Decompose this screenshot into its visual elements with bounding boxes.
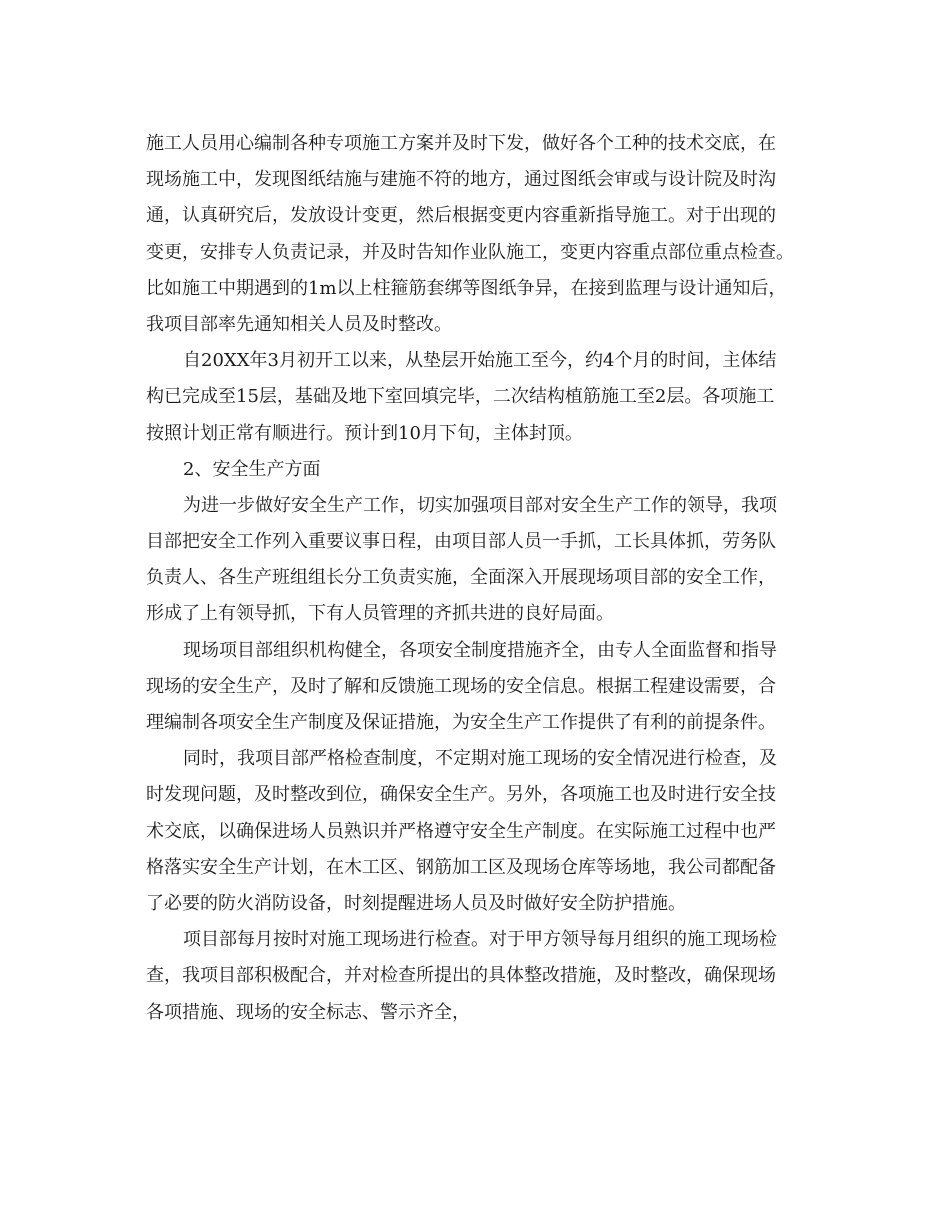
text-line: 我项目部率先通知相关人员及时整改。 [146, 313, 452, 335]
text-line: 变更，安排专人负责记录，并及时告知作业队施工，变更内容重点部位重点检查。 [146, 241, 794, 263]
paragraph [146, 922, 811, 1031]
text-line: 了必要的防火消防设备，时刻提醒进场人员及时做好安全防护措施。 [146, 892, 686, 914]
text-line: 查，我项目部积极配合，并对检查所提出的具体整改措施，及时整改，确保现场 [146, 965, 776, 987]
text-line: 2、安全生产方面 [183, 458, 321, 480]
text-line: 施工人员用心编制各种专项施工方案并及时下发，做好各个工种的技术交底，在 [146, 133, 776, 154]
paragraph [146, 343, 811, 452]
text-line: 按照计划正常有顺进行。预计到10月下旬，主体封顶。 [146, 422, 583, 444]
text-line: 项目部每月按时对施工现场进行检查。对于甲方领导每月组织的施工现场检 [183, 929, 777, 951]
text-line: 同时，我项目部严格检查制度，不定期对施工现场的安全情况进行检查，及 [183, 748, 777, 770]
text-line: 时发现问题，及时整改到位，确保安全生产。另外，各项施工也及时进行安全技 [146, 784, 776, 806]
paragraph [146, 488, 811, 633]
text-line: 目部把安全工作列入重要议事日程，由项目部人员一手抓，工长具体抓，劳务队 [146, 531, 776, 553]
text-line: 负责人、各生产班组组长分工负责实施，全面深入开展现场项目部的安全工作， [146, 567, 776, 589]
text-line: 自20XX年3月初开工以来，从垫层开始施工至今，约4个月的时间，主体结 [183, 350, 777, 372]
document-body [146, 126, 811, 1031]
text-line: 现场项目部组织机构健全，各项安全制度措施齐全，由专人全面监督和指导 [183, 639, 777, 661]
paragraph [146, 633, 811, 742]
text-line: 现场的安全生产，及时了解和反馈施工现场的安全信息。根据工程建设需要，合 [146, 675, 776, 697]
paragraph [146, 126, 811, 343]
text-line: 为进一步做好安全生产工作，切实加强项目部对安全生产工作的领导，我项 [183, 494, 777, 516]
paragraph [146, 741, 811, 922]
paragraph [146, 452, 811, 488]
text-line: 术交底，以确保进场人员熟识并严格遵守安全生产制度。在实际施工过程中也严 [146, 820, 776, 842]
text-line: 格落实安全生产计划，在木工区、钢筋加工区及现场仓库等场地，我公司都配备 [146, 856, 776, 878]
text-line: 现场施工中，发现图纸结施与建施不符的地方，通过图纸会审或与设计院及时沟 [146, 169, 776, 191]
text-line: 理编制各项安全生产制度及保证措施，为安全生产工作提供了有利的前提条件。 [146, 712, 776, 733]
text-line: 比如施工中期遇到的1m以上柱箍筋套绑等图纸争异，在接到监理与设计通知后， [146, 277, 787, 299]
text-line: 各项措施、现场的安全标志、警示齐全， [146, 1001, 470, 1023]
text-line: 形成了上有领导抓，下有人员管理的齐抓共进的良好局面。 [146, 603, 614, 625]
text-line: 通，认真研究后，发放设计变更，然后根据变更内容重新指导施工。对于出现的 [146, 205, 776, 227]
text-line: 构已完成至15层，基础及地下室回填完毕，二次结构植筋施工至2层。各项施工 [146, 386, 775, 408]
